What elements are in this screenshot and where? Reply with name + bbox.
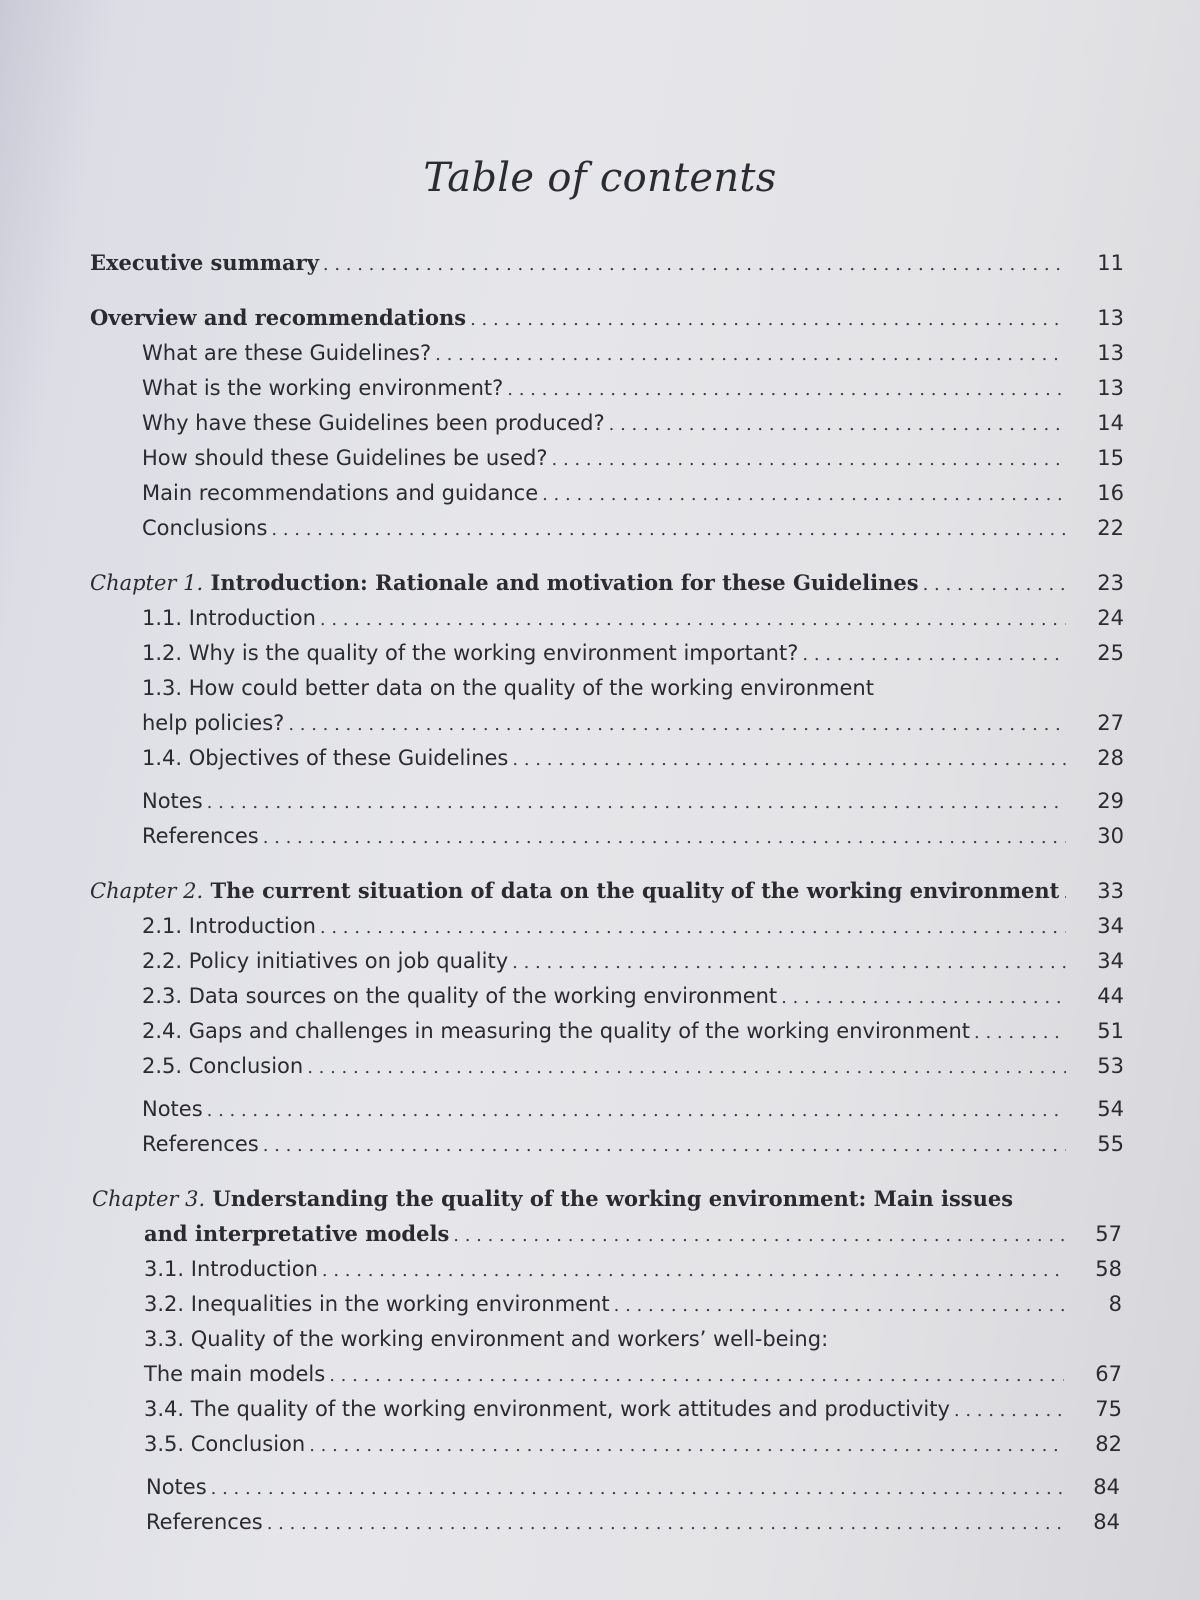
page-number: 30 [1097, 824, 1124, 848]
chapter-title: Introduction: Rationale and motivation for these Guidelines [210, 570, 919, 595]
entry-label: Executive summary [90, 250, 319, 275]
toc-entry-1-4[interactable] [142, 743, 1124, 775]
dot-leader [329, 1361, 1064, 1391]
dot-leader [1063, 878, 1066, 908]
page-number: 84 [1093, 1475, 1120, 1499]
dot-leader [512, 745, 1066, 775]
toc-entry-ch2-notes[interactable] [142, 1094, 1124, 1126]
toc-entry-what-is-working-environment[interactable] [142, 373, 1124, 405]
dot-leader [309, 1431, 1064, 1461]
entry-label: How should these Guidelines be used? [142, 446, 548, 470]
dot-leader [207, 1096, 1066, 1126]
toc-entry-ch3-notes[interactable] [146, 1472, 1120, 1504]
toc-entry-2-4[interactable] [142, 1016, 1124, 1048]
entry-label: 2.4. Gaps and challenges in measuring the quality of the working environment [142, 1019, 971, 1043]
dot-leader [507, 375, 1066, 405]
toc-entry-2-3[interactable] [142, 981, 1124, 1013]
chapter-prefix: Chapter 3. [92, 1187, 206, 1211]
toc-entry-2-2[interactable] [142, 946, 1124, 978]
page-number: 27 [1097, 711, 1124, 735]
page-number: 13 [1097, 306, 1124, 330]
entry-label: Notes [142, 1097, 203, 1121]
entry-label: help policies? [142, 711, 285, 735]
entry-label: 1.2. Why is the quality of the working environment important? [142, 641, 799, 665]
toc-entry-why-produced[interactable] [142, 408, 1124, 440]
page-number: 13 [1097, 376, 1124, 400]
dot-leader [320, 913, 1066, 943]
page-number: 51 [1097, 1019, 1124, 1043]
toc-entry-3-1[interactable] [144, 1254, 1122, 1286]
entry-label: Notes [142, 789, 203, 813]
dot-leader [470, 305, 1066, 335]
page-number: 11 [1097, 251, 1124, 275]
toc-entry-3-4[interactable] [144, 1394, 1122, 1426]
toc-entry-ch1-notes[interactable] [142, 786, 1124, 818]
dot-leader [320, 605, 1066, 635]
dot-leader [263, 1131, 1066, 1161]
page-number: 24 [1097, 606, 1124, 630]
entry-label: 1.1. Introduction [142, 606, 316, 630]
toc-entry-1-1[interactable] [142, 603, 1124, 635]
entry-label: What is the working environment? [142, 376, 504, 400]
dot-leader [271, 515, 1066, 545]
page-number: 53 [1097, 1054, 1124, 1078]
page-number: 16 [1097, 481, 1124, 505]
entry-label: What are these Guidelines? [142, 341, 432, 365]
page-number: 8 [1108, 1292, 1122, 1316]
dot-leader [802, 640, 1066, 670]
dot-leader [614, 1291, 1064, 1321]
toc-entry-3-5[interactable] [144, 1429, 1122, 1461]
entry-label: 1.4. Objectives of these Guidelines [142, 746, 509, 770]
page-number: 28 [1097, 746, 1124, 770]
dot-leader [552, 445, 1067, 475]
toc-entry-chapter-1[interactable] [90, 568, 1124, 600]
dot-leader [288, 710, 1066, 740]
page-number: 15 [1097, 446, 1124, 470]
page-number: 22 [1097, 516, 1124, 540]
entry-label: References [142, 1132, 259, 1156]
dot-leader [954, 1396, 1064, 1426]
entry-label: Conclusions [142, 516, 268, 540]
page-number: 13 [1097, 341, 1124, 365]
toc-entry-chapter-2[interactable] [90, 876, 1124, 908]
entry-label: References [146, 1510, 263, 1534]
entry-label: Notes [146, 1475, 207, 1499]
toc-entry-ch1-references[interactable] [142, 821, 1124, 853]
entry-label: References [142, 824, 259, 848]
dot-leader [267, 1509, 1062, 1539]
page-number: 33 [1097, 879, 1124, 903]
page-number: 14 [1097, 411, 1124, 435]
entry-label: The main models [144, 1362, 326, 1386]
toc-entry-main-recommendations[interactable] [142, 478, 1124, 510]
page-number: 84 [1093, 1510, 1120, 1534]
page-number: 55 [1097, 1132, 1124, 1156]
entry-label: Why have these Guidelines been produced? [142, 411, 605, 435]
entry-label: 2.1. Introduction [142, 914, 316, 938]
dot-leader [974, 1018, 1066, 1048]
page-number: 34 [1097, 914, 1124, 938]
toc-entry-ch2-references[interactable] [142, 1129, 1124, 1161]
entry-label: 3.4. The quality of the working environment, work attitudes and productivity [144, 1397, 950, 1421]
entry-label: 3.1. Introduction [144, 1257, 318, 1281]
chapter-title: Understanding the quality of the working environment: Main issues [212, 1186, 1014, 1211]
page-number: 23 [1097, 571, 1124, 595]
chapter-title: The current situation of data on the quality of the working environment [210, 878, 1060, 903]
toc-entry-chapter-3[interactable] [144, 1219, 1122, 1251]
dot-leader [211, 1474, 1062, 1504]
toc-entry-2-5[interactable] [142, 1051, 1124, 1083]
entry-label [90, 568, 919, 598]
entry-label: 2.2. Policy initiatives on job quality [142, 949, 509, 973]
toc-entry-chapter-3-line1[interactable] [92, 1184, 1013, 1214]
page-title: Table of contents [423, 155, 777, 201]
toc-entry-ch3-references[interactable] [146, 1507, 1120, 1539]
toc-entry-3-2[interactable] [144, 1289, 1122, 1321]
toc-entry-overview[interactable] [90, 303, 1124, 335]
entry-label: Overview and recommendations [90, 305, 467, 330]
dot-leader [207, 788, 1066, 818]
toc-entry-executive-summary[interactable] [90, 248, 1124, 280]
dot-leader [435, 340, 1066, 370]
toc-entry-1-2[interactable] [142, 638, 1124, 670]
entry-label: 3.2. Inequalities in the working environment [144, 1292, 610, 1316]
dot-leader [609, 410, 1066, 440]
toc-entry-3-3[interactable] [144, 1359, 1122, 1391]
dot-leader [307, 1053, 1066, 1083]
entry-label: 3.5. Conclusion [144, 1432, 306, 1456]
page-number: 29 [1097, 789, 1124, 813]
entry-label: 2.3. Data sources on the quality of the working environment [142, 984, 778, 1008]
chapter-prefix: Chapter 1. [90, 571, 204, 595]
toc-entry-2-1[interactable] [142, 911, 1124, 943]
dot-leader [512, 948, 1066, 978]
toc-entry-1-3-line1[interactable]: 1.3. How could better data on the quality of the working environment [142, 676, 874, 700]
chapter-prefix: Chapter 2. [90, 879, 204, 903]
toc-entry-how-used[interactable] [142, 443, 1124, 475]
page-number: 58 [1095, 1257, 1122, 1281]
page-number: 75 [1095, 1397, 1122, 1421]
dot-leader [542, 480, 1066, 510]
toc-entry-what-are-guidelines[interactable] [142, 338, 1124, 370]
dot-leader [923, 570, 1066, 600]
page-number: 54 [1097, 1097, 1124, 1121]
dot-leader [322, 1256, 1064, 1286]
toc-entry-1-3[interactable] [142, 708, 1124, 740]
page-number: 67 [1095, 1362, 1122, 1386]
page-number: 57 [1095, 1222, 1122, 1246]
entry-label: 2.5. Conclusion [142, 1054, 304, 1078]
dot-leader [263, 823, 1066, 853]
page-number: 44 [1097, 984, 1124, 1008]
page-number: 25 [1097, 641, 1124, 665]
dot-leader [453, 1221, 1064, 1251]
toc-entry-3-3-line1[interactable]: 3.3. Quality of the working environment and workers’ well-being: [144, 1327, 829, 1351]
dot-leader [323, 250, 1066, 280]
entry-label [90, 876, 1059, 906]
page-number: 82 [1095, 1432, 1122, 1456]
entry-label: and interpretative models [144, 1221, 450, 1246]
page-number: 34 [1097, 949, 1124, 973]
toc-entry-conclusions[interactable] [142, 513, 1124, 545]
dot-leader [781, 983, 1066, 1013]
entry-label: Main recommendations and guidance [142, 481, 539, 505]
